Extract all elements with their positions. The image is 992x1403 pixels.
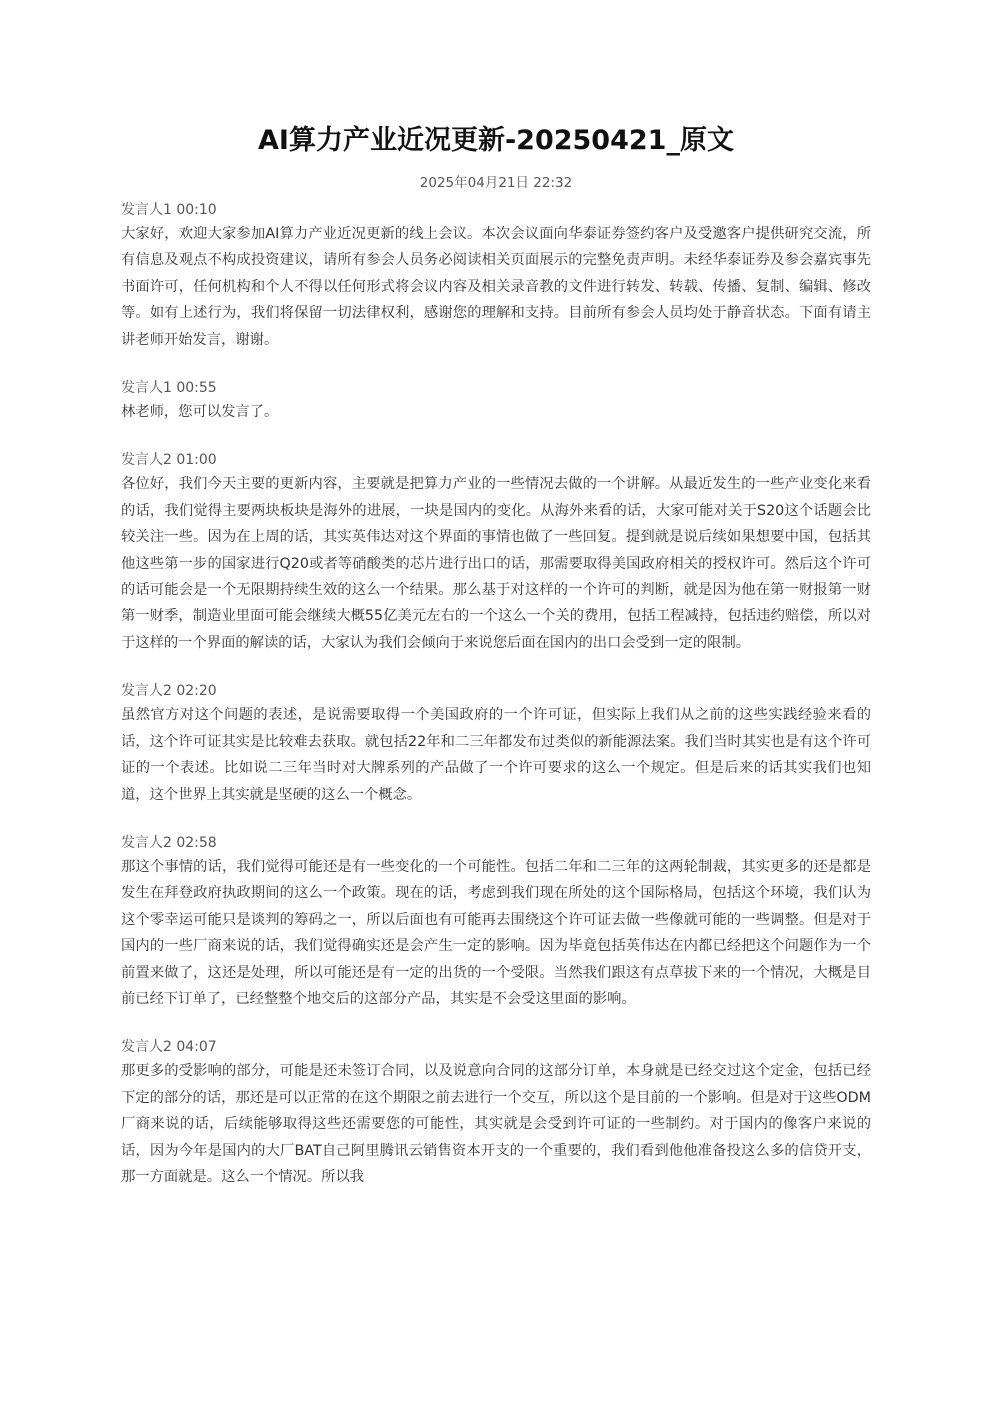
document-title: AI算力产业近况更新-20250421_原文	[258, 125, 734, 156]
segment-text: 虽然官方对这个问题的表述，是说需要取得一个美国政府的一个许可证，但实际上我们从之前的这些实践经验来看的话，这个许可证其实是比较难去获取。就包括22年和二三年都发布过类似的新能源法案。我们当时其实也是有这个许可证的一个表述。比如说二三年当时对大牌系列的产品做了一个许可要求的这么一个规定。但是后来的话其实我们也知道，这个世界上其实就是坚硬的这么一个概念。	[121, 707, 871, 803]
segment-text: 大家好，欢迎大家参加AI算力产业近况更新的线上会议。本次会议面向华泰证券签约客户及受邀客户提供研究交流，所有信息及观点不构成投资建议，请所有参会人员务必阅读相关页面展示的完整免责声明。未经华泰证券及参会嘉宾事先书面许可，任何机构和个人不得以任何形式将会议内容及相关录音教的文件进行转发、转载、传播、复制、编辑、修改等。如有上述行为，我们将保留一切法律权利，感谢您的理解和支持。目前所有参会人员均处于静音状态。下面有请主讲老师开始发言，谢谢。	[121, 226, 871, 348]
transcript-segment	[121, 680, 871, 808]
segment-text: 各位好，我们今天主要的更新内容，主要就是把算力产业的一些情况去做的一个讲解。从最近发生的一些产业变化来看的话，我们觉得主要两块板块是海外的进展，一块是国内的变化。从海外来看的话，大家可能对关于S20这个话题会比较关注一些。因为在上周的话，其实英伟达对这个界面的事情也做了一些回复。提到就是说后续如果想要中国，包括其他这些第一步的国家进行Q20或者等硝酸类的芯片进行出口的话，那需要取得美国政府相关的授权许可。然后这个许可的话可能会是一个无限期持续生效的这么一个结果。那么基于对这样的一个许可的判断，就是因为他在第一财报第一财第一财季，制造业里面可能会继续大概55亿美元左右的一个这么一个关的费用，包括工程减持，包括违约赔偿，所以对于这样的一个界面的解读的话，大家认为我们会倾向于来说您后面在国内的出口会受到一定的限制。	[121, 476, 871, 651]
speaker-timestamp: 发言人1 00:55	[121, 380, 217, 397]
segment-text: 林老师，您可以发言了。	[121, 404, 279, 421]
transcript-segment	[121, 832, 871, 1012]
transcript-segment	[121, 199, 871, 353]
segment-text: 那更多的受影响的部分，可能是还未签订合同，以及说意向合同的这部分订单，本身就是已经交过这个定金，包括已经下定的部分的话，那还是可以正常的在这个期限之前去进行一个交互，所以这个是目前的一个影响。但是对于这些ODM厂商来说的话，后续能够取得这些还需要您的可能性，其实就是会受到许可证的一些制约。对于国内的像客户来说的话，因为今年是国内的大厂BAT自己阿里腾讯云销售资本开支的一个重要的，我们看到他他准备投这么多的信贷开支，那一方面就是。这么一个情况。所以我	[121, 1063, 871, 1185]
document-date: 2025年04月21日 22:32	[419, 175, 573, 191]
segment-text: 那这个事情的话，我们觉得可能还是有一些变化的一个可能性。包括二年和二三年的这两轮制裁，其实更多的还是都是发生在拜登政府执政期间的这么一个政策。现在的话，考虑到我们现在所处的这个国际格局，包括这个环境，我们认为这个零幸运可能只是谈判的筹码之一，所以后面也有可能再去围绕这个许可证去做一些像就可能的一些调整。但是对于国内的一些厂商来说的话，我们觉得确实还是会产生一定的影响。因为毕竟包括英伟达在内都已经把这个问题作为一个前置来做了，这还是处理，所以可能还是有一定的出货的一个受限。当然我们跟这有点草拔下来的一个情况，大概是目前已经下订单了，已经整整个地交后的这部分产品，其实是不会受这里面的影响。	[121, 858, 871, 1007]
speaker-timestamp: 发言人1 00:10	[121, 202, 217, 218]
transcript-segment	[121, 449, 871, 656]
transcript-segment	[121, 1036, 871, 1190]
speaker-timestamp: 发言人2 01:00	[121, 452, 217, 469]
speaker-timestamp: 发言人2 02:20	[121, 683, 217, 700]
speaker-timestamp: 发言人2 04:07	[121, 1039, 217, 1056]
transcript	[121, 199, 871, 1214]
speaker-timestamp: 发言人2 02:58	[121, 834, 217, 851]
transcript-segment	[121, 377, 871, 425]
